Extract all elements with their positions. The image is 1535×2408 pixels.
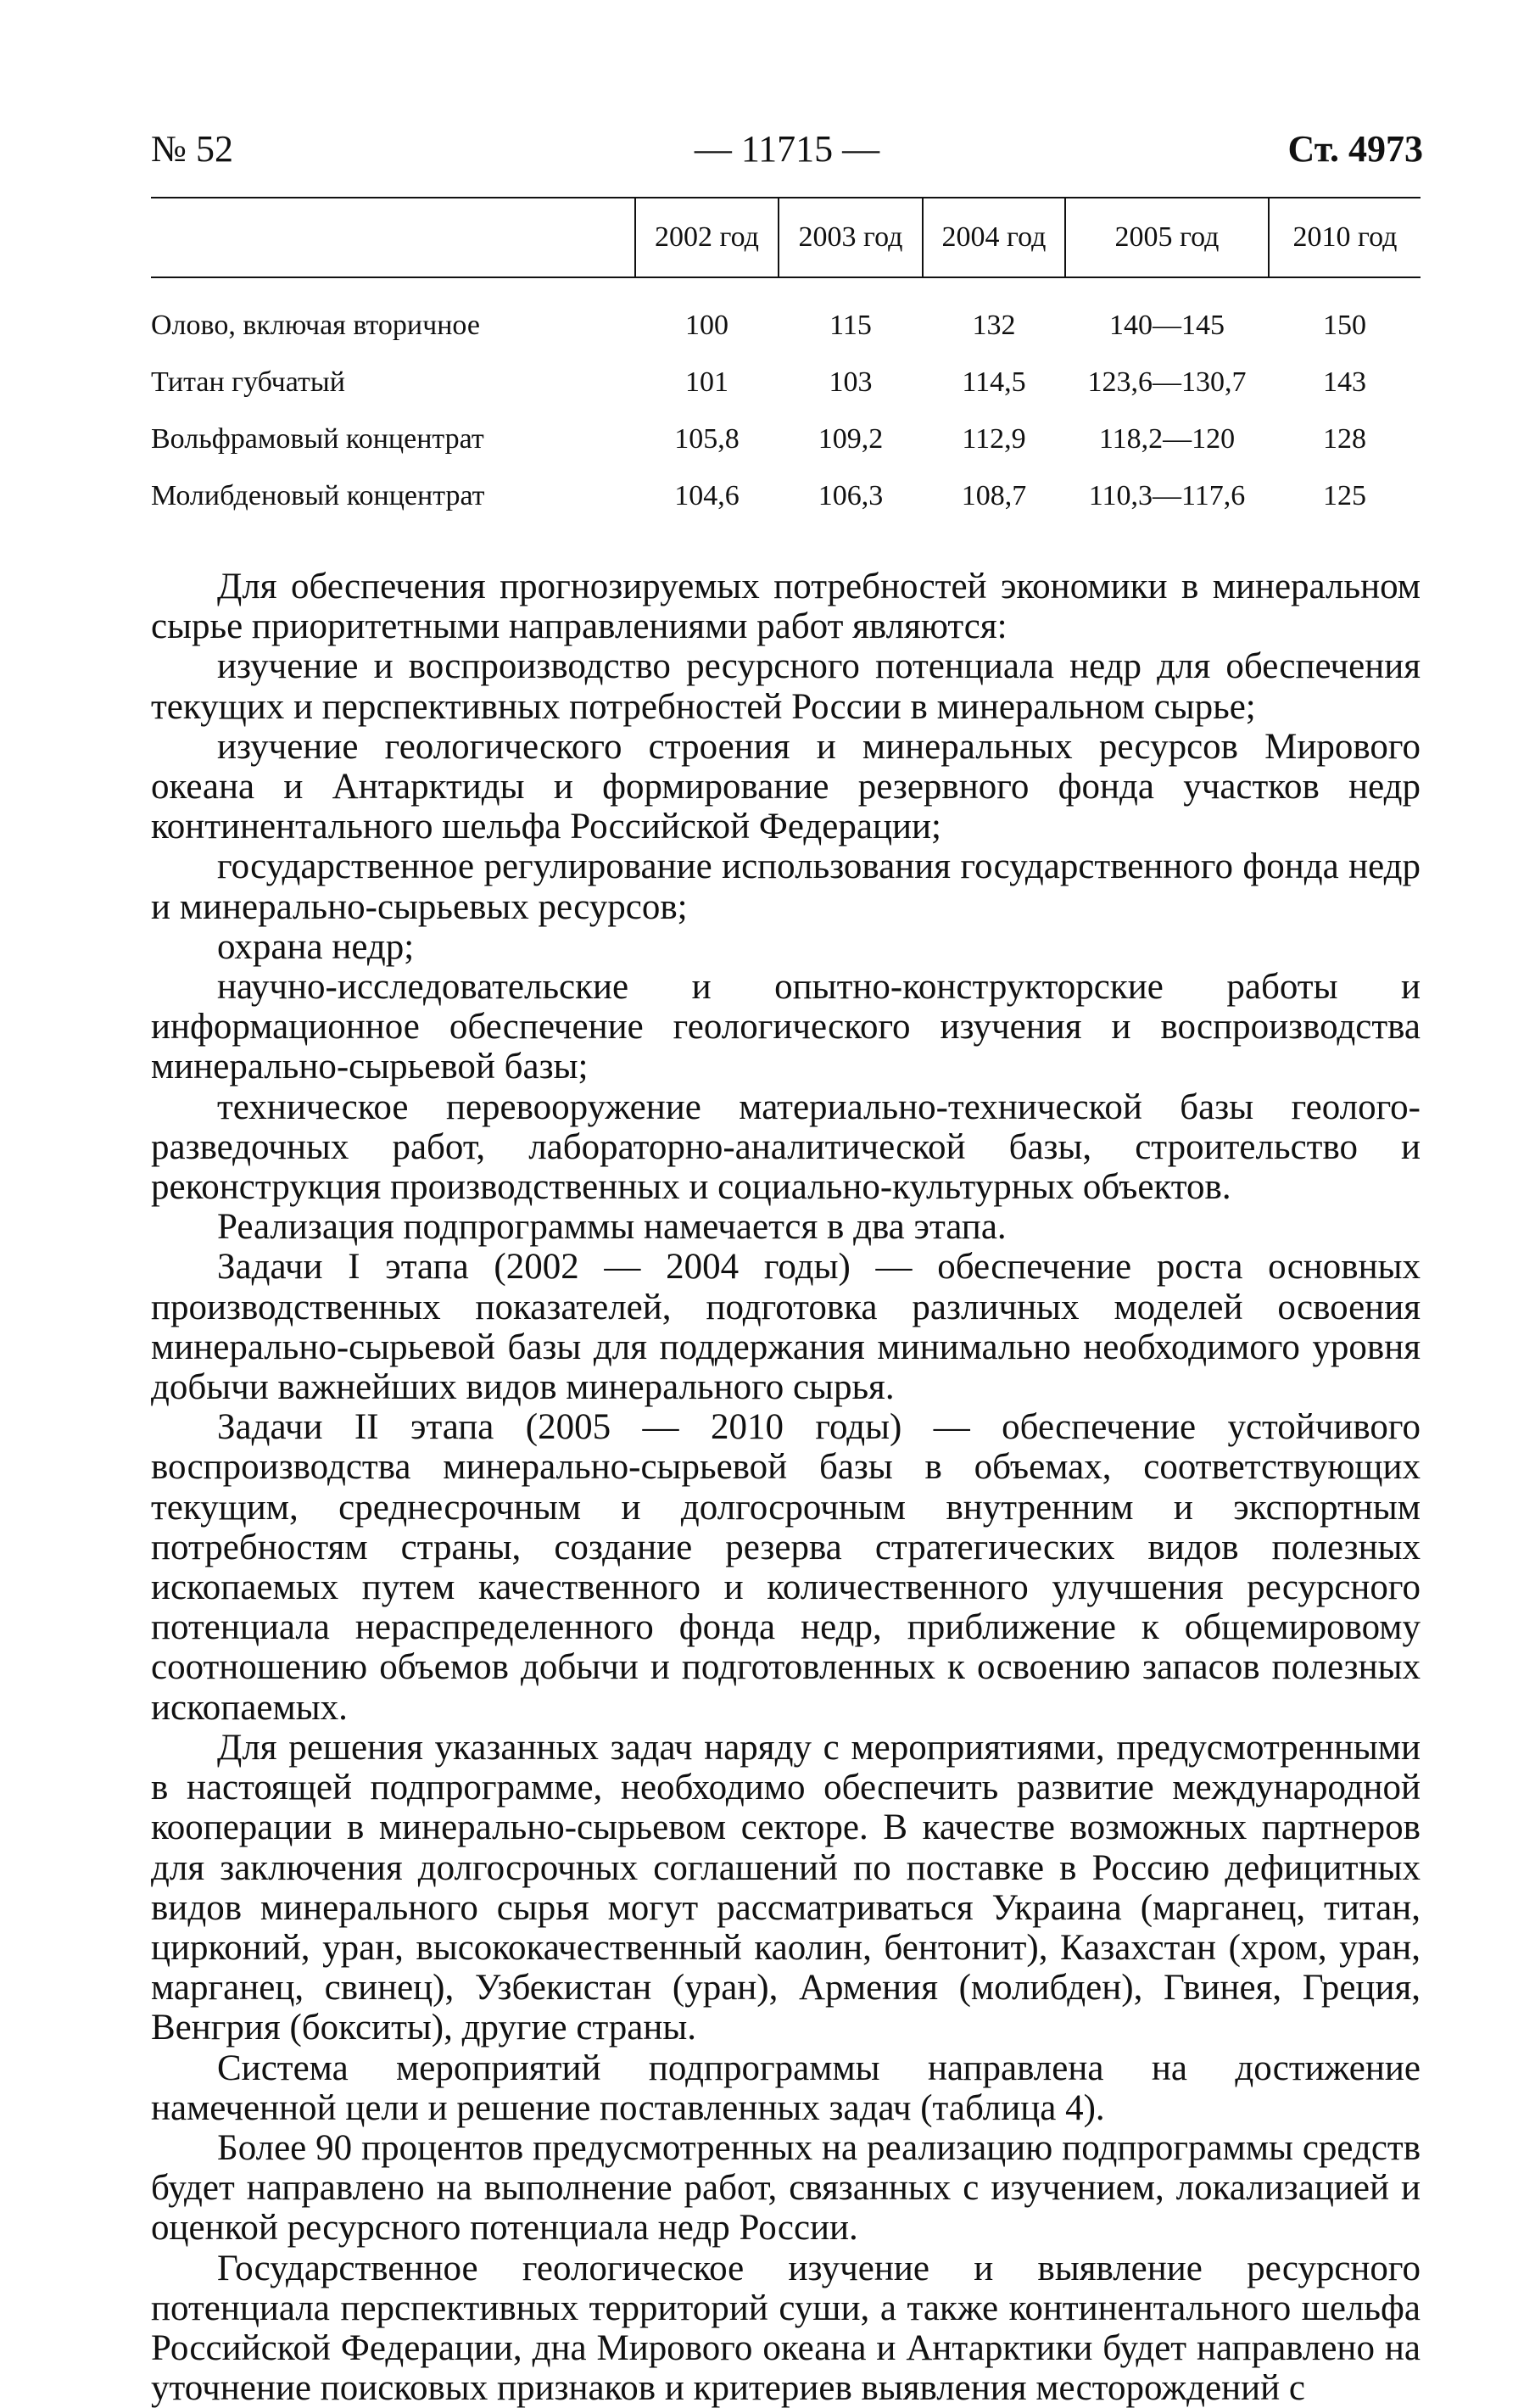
table-row [151, 354, 1421, 411]
table-cell: 132 [972, 309, 1016, 341]
production-table [151, 197, 1421, 524]
list-item: изучение геологического строения и минеральных ресурсов Мирового океана и Антарктиды и формирование резервного фонда участков недр континентального шельфа Российской Федерации; [151, 726, 1421, 847]
table-row [151, 277, 1421, 354]
table-cell: 101 [685, 366, 728, 398]
table-cell: 104,6 [674, 479, 740, 511]
table-row [151, 467, 1421, 524]
column-header: 2004 год [923, 198, 1065, 277]
column-header: 2005 год [1065, 198, 1269, 277]
table-cell: 128 [1323, 422, 1366, 455]
paragraph: Более 90 процентов предусмотренных на реализацию подпрограммы средств будет направлено на выполнение работ, связанных с изучением, локализацией и оценкой ресурсного потенциала недр России. [151, 2127, 1421, 2249]
table-cell: 103 [829, 366, 873, 398]
list-item: техническое перевооружение материально-технической базы геолого-разведочных работ, лабораторно-аналитической базы, строительство и реконструкция производственных и социально-культурных объектов. [151, 1087, 1421, 1208]
article-number: Ст. 4973 [1287, 128, 1423, 170]
row-label: Олово, включая вторичное [151, 309, 480, 341]
table-cell: 105,8 [674, 422, 740, 455]
list-item: государственное регулирование использования государственного фонда недр и минерально-сырьевых ресурсов; [151, 846, 1421, 927]
column-header: 2010 год [1269, 198, 1421, 277]
paragraph-stage-2: Задачи II этапа (2005 — 2010 годы) — обеспечение устойчивого воспроизводства минерально-сырьевой базы в объемах, соответствующих текущим, среднесрочным и долгосрочным внутренним и экспортным потребностям страны, создание резерва стратегических видов полезных ископаемых путем качественного и количественного улучшения ресурсного потенциала нераспределенного фонда недр, приближение к общемировому соотношению объемов добычи и подготовленных к освоению запасов полезных ископаемых. [151, 1407, 1421, 1728]
issue-number: № 52 [151, 128, 233, 170]
table-row [151, 411, 1421, 467]
table-cell: 110,3—117,6 [1088, 479, 1246, 511]
table-cell: 108,7 [961, 479, 1027, 511]
table-cell: 150 [1323, 309, 1366, 341]
row-label: Молибденовый концентрат [151, 479, 485, 511]
table-cell: 106,3 [818, 479, 884, 511]
table-header-row [151, 198, 1421, 277]
row-label: Титан губчатый [151, 366, 345, 398]
paragraph: Для решения указанных задач наряду с мероприятиями, предусмотренными в настоящей подпрограмме, необходимо обеспечить развитие международной кооперации в минерально-сырьевом секторе. В качестве возможных партнеров для заключения долгосрочных соглашений по поставке в Россию дефицитных видов минерального сырья могут рассматриваться Украина (марганец, титан, цирконий, уран, высококачественный каолин, бентонит), Казахстан (хром, уран, марганец, свинец), Узбекистан (уран), Армения (молибден), Гвинея, Греция, Венгрия (бокситы), другие страны. [151, 1727, 1421, 2048]
table-cell: 123,6—130,7 [1087, 366, 1247, 398]
table-cell: 100 [685, 309, 728, 341]
table-cell: 125 [1323, 479, 1366, 511]
table-cell: 112,9 [962, 422, 1026, 455]
table-cell: 118,2—120 [1098, 422, 1236, 455]
row-label: Вольфрамовый концентрат [151, 422, 484, 455]
column-header: 2003 год [779, 198, 923, 277]
page-number: — 11715 — [694, 128, 880, 170]
column-header: 2002 год [635, 198, 779, 277]
table-cell: 109,2 [818, 422, 884, 455]
list-item: изучение и воспроизводство ресурсного потенциала недр для обеспечения текущих и перспективных потребностей России в минеральном сырье; [151, 646, 1421, 727]
table-cell: 140—145 [1109, 309, 1225, 341]
page-header [151, 127, 1423, 178]
table-cell: 143 [1323, 366, 1366, 398]
body-text [151, 567, 1421, 2408]
list-item: охрана недр; [217, 926, 415, 967]
list-item: научно-исследовательские и опытно-конструкторские работы и информационное обеспечение геологического изучения и воспроизводства минерально-сырьевой базы; [151, 967, 1421, 1087]
paragraph-stage-1: Задачи I этапа (2002 — 2004 годы) — обеспечение роста основных производственных показателей, подготовка различных моделей освоения минерально-сырьевой базы для поддержания минимально необходимого уровня добычи важнейших видов минерального сырья. [151, 1247, 1421, 1408]
table-cell: 114,5 [962, 366, 1026, 398]
table-cell: 115 [829, 309, 872, 341]
paragraph: Реализация подпрограммы намечается в два этапа. [217, 1207, 1007, 1248]
paragraph: Государственное геологическое изучение и выявление ресурсного потенциала перспективных территорий суши, а также континентального шельфа Российской Федерации, дна Мирового океана и Антарктики будет направлено на уточнение поисковых признаков и критериев выявления месторождений с [151, 2248, 1421, 2408]
paragraph-intro: Для обеспечения прогнозируемых потребностей экономики в минеральном сырье приоритетными направлениями работ являются: [151, 567, 1421, 647]
column-header [151, 198, 635, 277]
paragraph: Система мероприятий подпрограммы направлена на достижение намеченной цели и решение поставленных задач (таблица 4). [151, 2048, 1421, 2128]
